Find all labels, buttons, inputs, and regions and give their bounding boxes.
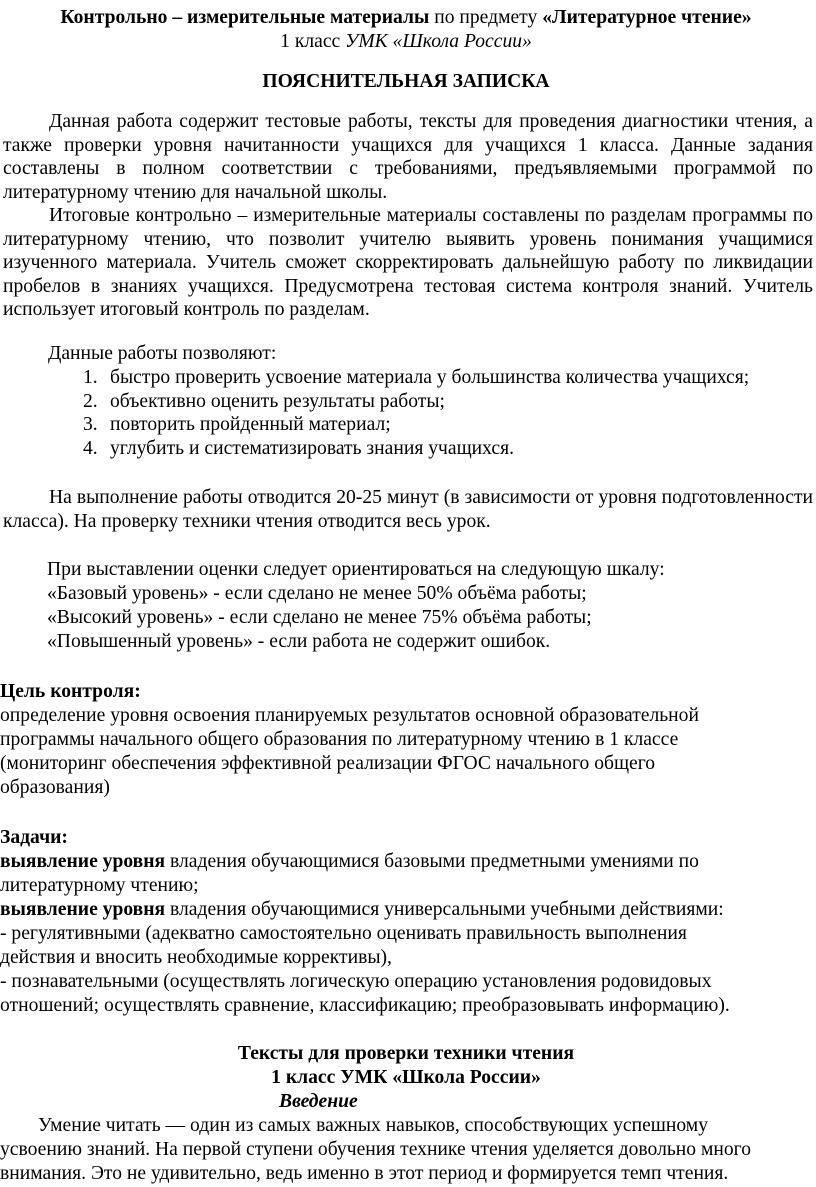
scale-level-advanced: «Повышенный уровень» - если работа не содержит ошибок. [47, 631, 551, 652]
time-paragraph: На выполнение работы отводится 20-25 минут (в зависимости от уровня подготовленности класса). На проверку техники чтения отводится весь урок. [3, 487, 813, 532]
list-item [0, 437, 812, 461]
list-number: 4. [83, 437, 98, 459]
scale-level-basic: «Базовый уровень» - если сделано не менее 50% объёма работы; [47, 583, 587, 604]
title-mid: по предмету [429, 7, 543, 28]
task-line: литературному чтению; [0, 875, 199, 896]
allows-intro: Данные работы позволяют: [48, 343, 277, 364]
grade-label: 1 класс [280, 31, 346, 52]
intro-line: усвоению знаний. На первой ступени обучения технике чтения уделяется довольно много [0, 1139, 752, 1160]
list-text: повторить пройденный материал; [110, 414, 391, 435]
list-item [0, 366, 812, 390]
task-line [0, 898, 812, 922]
tasks-heading: Задачи: [0, 827, 68, 848]
task-text: владения обучающимися универсальными учебными действиями: [165, 899, 724, 920]
goal-line: (мониторинг обеспечения эффективной реализации ФГОС начального общего [0, 753, 656, 774]
list-item [0, 413, 812, 437]
scale-intro: При выставлении оценки следует ориентироваться на следующую шкалу: [47, 559, 665, 580]
texts-subheading: 1 класс УМК «Школа России» [271, 1067, 541, 1088]
title-subject: «Литературное чтение» [542, 7, 752, 28]
task-line: отношений; осуществлять сравнение, классификацию; преобразовывать информацию). [0, 995, 730, 1016]
goal-line: образования) [0, 777, 110, 798]
doc-subtitle [0, 30, 812, 54]
task-line [0, 850, 812, 874]
list-number: 2. [83, 390, 98, 412]
list-text: углубить и систематизировать знания учащихся. [110, 437, 514, 459]
task-bold: выявление уровня [0, 899, 166, 920]
allows-list [0, 366, 812, 460]
note-paragraph-2: Итоговые контрольно – измерительные материалы составлены по разделам программы по литературному чтению, что позволит учителю выявить уровень понимания учащимися изученного материала. Учитель сможет скорректировать дальнейшую работу по ликвидации пробелов в знаниях учащихся. Предусмотрена тестовая система контроля знаний. Учитель использует итоговый контроль по разделам. [3, 205, 813, 320]
texts-heading: Тексты для проверки техники чтения [237, 1043, 575, 1064]
goal-line: определение уровня освоения планируемых результатов основной образовательной [0, 705, 699, 726]
doc-title [0, 6, 812, 30]
umk-label: УМК «Школа России» [345, 31, 532, 52]
intro-line: Умение читать — один из самых важных навыков, способствующих успешному [38, 1115, 709, 1136]
task-line: - регулятивными (адекватно самостоятельно оценивать правильность выполнения [0, 923, 687, 944]
list-number: 3. [83, 414, 98, 435]
list-text: быстро проверить усвоение материала у большинства количества учащихся; [110, 367, 750, 388]
intro-title: Введение [279, 1091, 358, 1112]
list-text: объективно оценить результаты работы; [110, 390, 445, 412]
goal-heading: Цель контроля: [0, 681, 141, 702]
list-item [0, 390, 812, 414]
intro-line: внимания. Это не удивительно, ведь именно в этот период и формируется темп чтения. [0, 1163, 729, 1184]
list-number: 1. [83, 367, 98, 388]
goal-line: программы начального общего образования по литературному чтению в 1 классе [0, 729, 679, 750]
note-paragraph-1: Данная работа содержит тестовые работы, тексты для проведения диагностики чтения, а также проверки уровня начитанности учащихся для учащихся 1 класса. Данные задания составлены в полном соответствии с требованиями, предъявляемыми программой по литературному чтению для начальной школы. [3, 111, 813, 203]
task-line: - познавательными (осуществлять логическую операцию установления родовидовых [0, 971, 712, 992]
task-line: действия и вносить необходимые коррективы), [0, 947, 392, 968]
note-heading: ПОЯСНИТЕЛЬНАЯ ЗАПИСКА [262, 71, 550, 92]
task-text: владения обучающимися базовыми предметными умениями по [165, 851, 699, 872]
scale-level-high: «Высокий уровень» - если сделано не менее 75% объёма работы; [47, 607, 592, 628]
title-bold: Контрольно – измерительные материалы [60, 7, 430, 28]
task-bold: выявление уровня [0, 851, 166, 872]
